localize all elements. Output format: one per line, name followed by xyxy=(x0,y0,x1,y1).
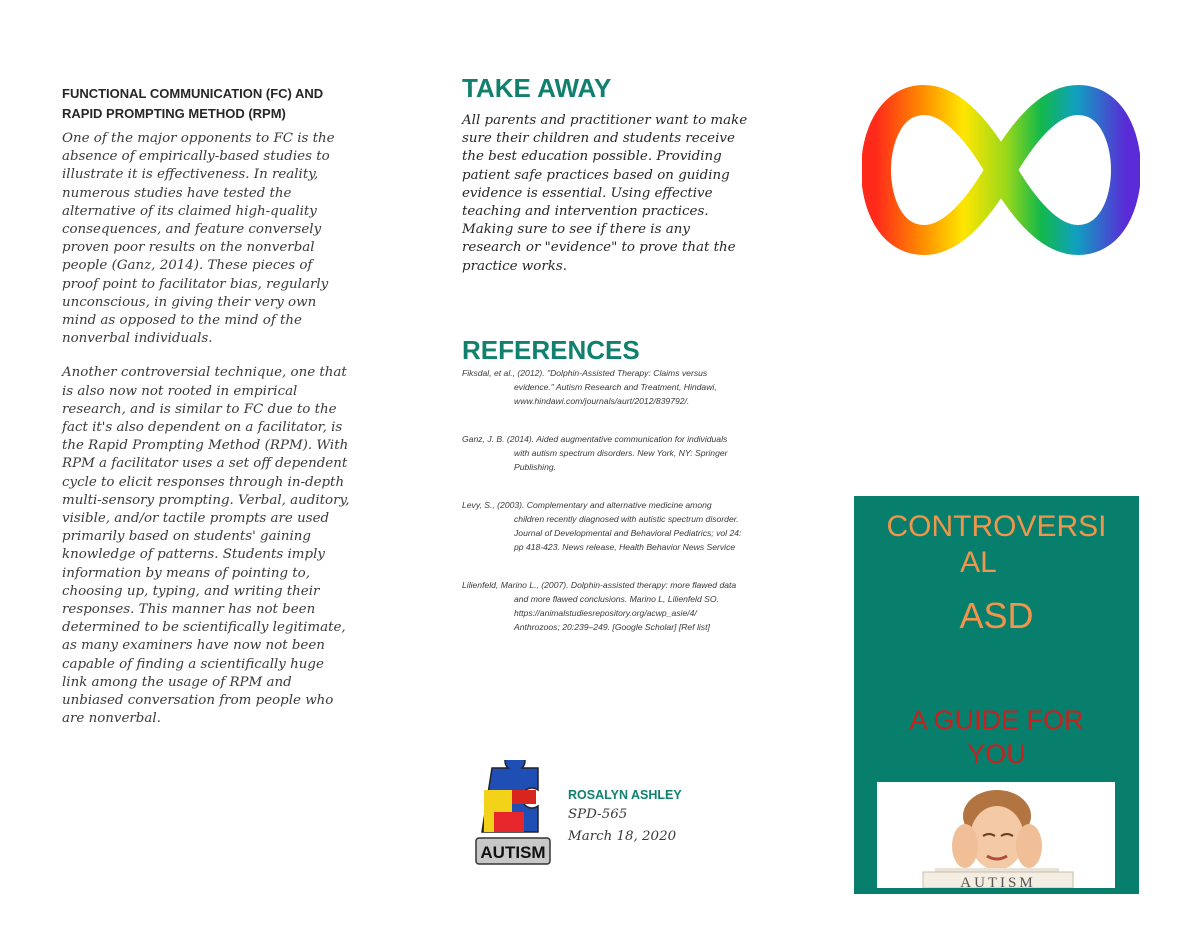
references-list xyxy=(462,366,742,658)
cover-title-asd: ASD xyxy=(959,595,1034,636)
cover-subtitle-line2: YOU xyxy=(967,739,1026,769)
takeaway-title: TAKE AWAY xyxy=(462,73,612,103)
photo-caption: AUTISM xyxy=(960,875,1036,888)
date: March 18, 2020 xyxy=(568,829,677,844)
paragraph-rpm: Another controversial technique, one that is also now not rooted in empirical research, and is similar to FC due to the fact it's also dependent on a facilitator, is the Rapid Prompting Method (RPM). With RPM a facilitator uses a set off dependent cycle to elicit responses through in-depth multi-sensory prompting. Verbal, auditory, visible, and/or tactile prompts are used primarily based on students' gaining knowledge of patterns. Students imply information by means of pointing to, choosing up, typing, and writing their responses. This manner has not been determined to be scientifically legitimate, as many examiners have now not been capable of finding a scientifically huge link among the usage of RPM and unbiased conversation from people who are nonverbal. xyxy=(62,365,350,727)
section-heading-fc-rpm: FUNCTIONAL COMMUNICATION (FC) AND RAPID PROMPTING METHOD (RPM) xyxy=(62,86,324,121)
child-covering-ears-illustration xyxy=(877,782,1115,888)
takeaway-body: All parents and practitioner want to make sure their children and students receive the best education possible. Providing patient safe practices based on guiding evidence is essential. Using effective teaching and intervention practices. Making sure to see if there is any research or "evidence" to prove that the practice works. xyxy=(462,113,748,274)
cover-title-line2: AL xyxy=(960,546,997,579)
author-name: ROSALYN ASHLEY xyxy=(568,788,682,802)
rainbow-infinity-icon xyxy=(862,60,1140,280)
autism-puzzle-icon xyxy=(474,760,552,870)
paragraph-fc: One of the major opponents to FC is the absence of empirically-based studies to illustrate it is effectiveness. In reality, numerous studies have tested the alternative of its claimed high-quality consequences, and feature conversely proven poor results on the nonverbal people (Ganz, 2014). These pieces of proof point to facilitator bias, regularly unconscious, in giving their very own mind as opposed to the mind of the nonverbal individuals. xyxy=(62,131,335,347)
child-photo xyxy=(877,782,1115,888)
cover-title-line1: CONTROVERSI xyxy=(886,510,1107,543)
cover-panel xyxy=(854,496,1139,894)
cover-subtitle-line1: A GUIDE FOR xyxy=(909,705,1084,735)
reference-item: Levy, S., (2003). Complementary and alternative medicine among children recently diagnosed with autistic spectrum disorder. Journal of Developmental and Behavioral Pediatrics; vol 24: pp 418-423. News release, Health Behavior News Service xyxy=(462,500,742,552)
references-title: REFERENCES xyxy=(462,335,640,365)
reference-item: Ganz, J. B. (2014). Aided augmentative communication for individuals with autism spectrum disorders. New York, NY: Springer Publishing. xyxy=(462,434,728,472)
reference-item: Fiksdal, et al., (2012). "Dolphin-Assisted Therapy: Claims versus evidence." Autism Research and Treatment, Hindawi, www.hindawi.com/journals/aurt/2012/839792/. xyxy=(462,368,717,406)
course-code: SPD-565 xyxy=(568,807,628,822)
left-panel xyxy=(62,84,352,745)
takeaway-section xyxy=(462,72,752,276)
author-block xyxy=(568,786,682,848)
puzzle-badge-text: AUTISM xyxy=(480,843,546,862)
reference-item: Lilienfeld, Marino L., (2007). Dolphin-assisted therapy: more flawed data and more flawed conclusions. Marino L, Lilienfeld SO. https://animalstudiesrepository.org/acwp_asie/4/ Anthrozoos; 20:239–249. [Google Scholar] [Ref list] xyxy=(462,580,737,632)
